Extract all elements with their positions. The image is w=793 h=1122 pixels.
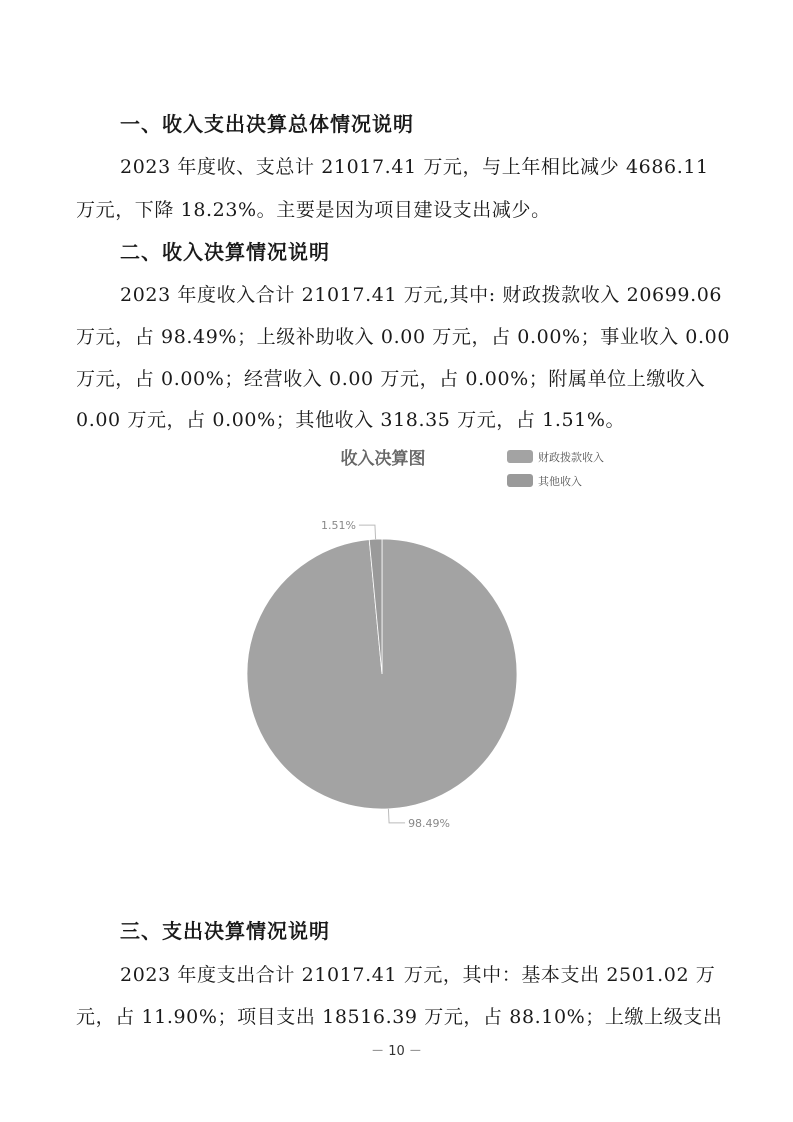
legend-label-fiscal: 财政拨款收入 bbox=[538, 451, 604, 464]
section-heading-overall: 一、收入支出决算总体情况说明 bbox=[120, 112, 414, 136]
pie-percent-label-0: 98.49% bbox=[408, 816, 451, 830]
chart-title: 收入决算图 bbox=[340, 449, 426, 469]
legend-label-other: 其他收入 bbox=[538, 475, 582, 488]
legend-swatch-other bbox=[507, 474, 533, 487]
paragraph-line: 2023 年度支出合计 21017.41 万元，其中：基本支出 2501.02 万 bbox=[120, 964, 716, 986]
paragraph-line: 元，占 11.90%；项目支出 18516.39 万元，占 88.10%；上缴上级支出 bbox=[76, 1006, 723, 1028]
paragraph-line: 万元，下降 18.23%。主要是因为项目建设支出减少。 bbox=[76, 199, 551, 221]
paragraph-line: 万元，占 0.00%；经营收入 0.00 万元，占 0.00%；附属单位上缴收入 bbox=[76, 368, 706, 390]
pie-leader-line-0 bbox=[388, 809, 405, 823]
section-heading-expenditure: 三、支出决算情况说明 bbox=[120, 919, 330, 943]
section-heading-income: 二、收入决算情况说明 bbox=[120, 240, 330, 264]
paragraph-line: 2023 年度收、支总计 21017.41 万元，与上年相比减少 4686.11 bbox=[120, 156, 709, 178]
pie-percent-label-1: 1.51% bbox=[320, 519, 356, 533]
legend-swatch-fiscal bbox=[507, 450, 533, 463]
page-number: － 10 － bbox=[371, 1044, 422, 1059]
paragraph-line: 万元，占 98.49%；上级补助收入 0.00 万元，占 0.00%；事业收入 0.00 bbox=[76, 326, 731, 348]
paragraph-line: 2023 年度收入合计 21017.41 万元,其中: 财政拨款收入 20699.06 bbox=[120, 284, 723, 306]
pie-slices bbox=[247, 539, 517, 809]
pie-leader-line-1 bbox=[359, 525, 376, 539]
paragraph-line: 0.00 万元，占 0.00%；其他收入 318.35 万元，占 1.51%。 bbox=[76, 409, 626, 431]
income-pie-chart bbox=[200, 440, 640, 840]
